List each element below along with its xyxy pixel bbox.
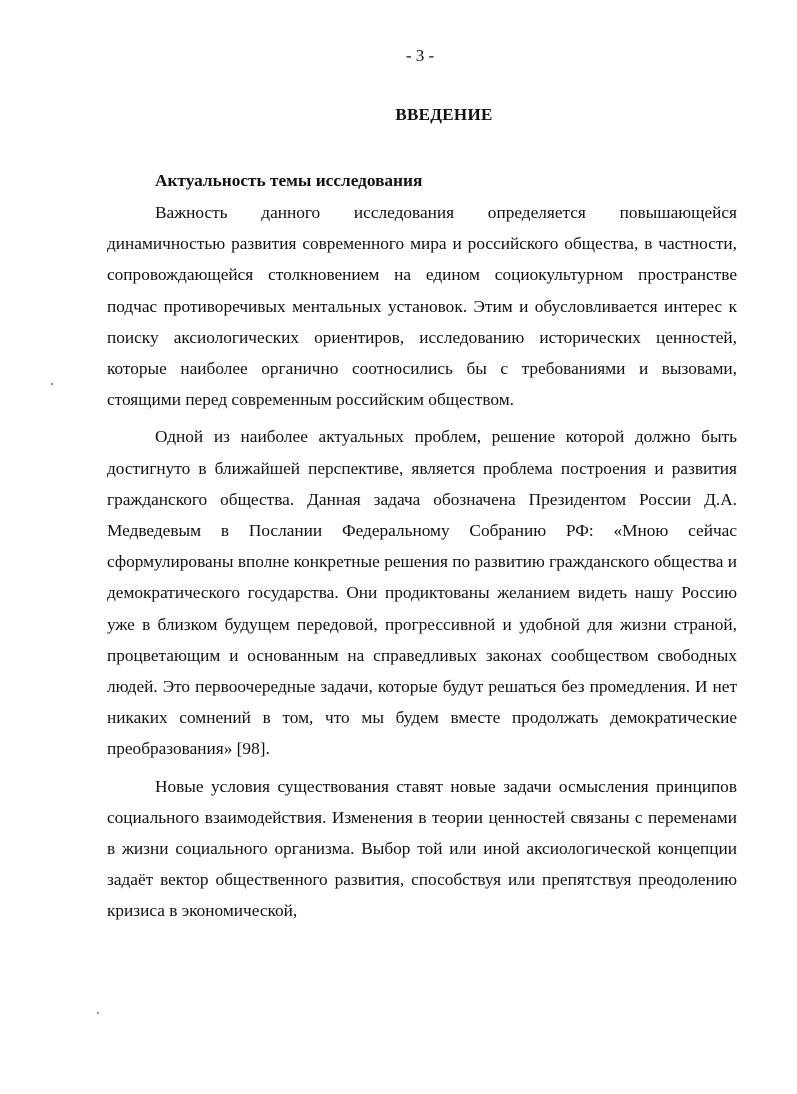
body-text <box>107 168 737 933</box>
chapter-title: ВВЕДЕНИЕ <box>395 105 493 124</box>
paragraph-relevance-1: Важность данного исследования определяется повышающейся динамичностью развития современного мира и российского общества, в частности, сопровождающейся столкновением на едином социокультурном пространстве подчас противоречивых ментальных установок. Этим и обусловливается интерес к поиску аксиологических ориентиров, исследованию исторических ценностей, которые наиболее органично соотносились бы с требованиями и вызовами, стоящими перед современным российским обществом. <box>107 203 737 410</box>
paragraph-relevance-3: Новые условия существования ставят новые задачи осмысления принципов социального взаимодействия. Изменения в теории ценностей связаны с переменами в жизни социального организма. Выбор той или иной аксиологической концепции задаёт вектор общественного развития, способствуя или препятствуя преодолению кризиса в экономической, <box>107 776 737 921</box>
section-title: Актуальность темы исследования <box>155 171 423 190</box>
page-number: - 3 - <box>405 46 435 65</box>
paragraph-relevance-2: Одной из наиболее актуальных проблем, решение которой должно быть достигнуто в ближайшей перспективе, является проблема построения и развития гражданского общества. Данная задача обозначена Президентом России Д.А. Медведевым в Послании Федеральному Собранию РФ: «Мною сейчас сформулированы вполне конкретные решения по развитию гражданского общества и демократического государства. Они продиктованы желанием видеть нашу Россию уже в близком будущем передовой, прогрессивной и удобной для жизни страной, процветающим и основанным на справедливых законах сообществом свободных людей. Это первоочередные задачи, которые будут решаться без промедления. И нет никаких сомнений в том, что мы будем вместе продолжать демократические преобразования» [98]. <box>107 427 737 759</box>
scan-speck <box>51 383 53 385</box>
scan-speck <box>97 1012 99 1014</box>
